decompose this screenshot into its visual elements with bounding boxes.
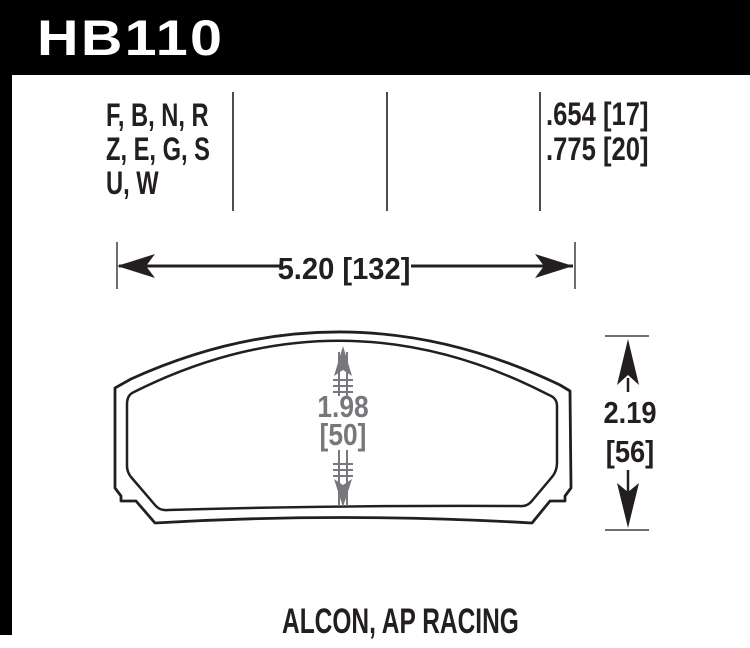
overall-height-mm: [56] [605, 434, 655, 469]
center-height-inches: 1.98 [317, 389, 369, 424]
compound-codes-line: U, W [106, 165, 159, 201]
pad-thickness-line: .775 [20] [546, 131, 649, 167]
overall-height-label [586, 393, 674, 471]
pad-thickness-line: .654 [17] [546, 96, 649, 132]
center-height-mm: [50] [319, 417, 367, 452]
overall-height-inches: 2.19 [603, 395, 657, 430]
application-list: ALCON, AP RACING [282, 602, 519, 641]
compound-codes-line: F, B, N, R [106, 97, 209, 133]
center-height-label [301, 389, 386, 452]
part-number: HB110 [37, 9, 225, 66]
width-dimension-label: 5.20 [132] [277, 251, 411, 286]
compound-codes-line: Z, E, G, S [106, 131, 210, 167]
